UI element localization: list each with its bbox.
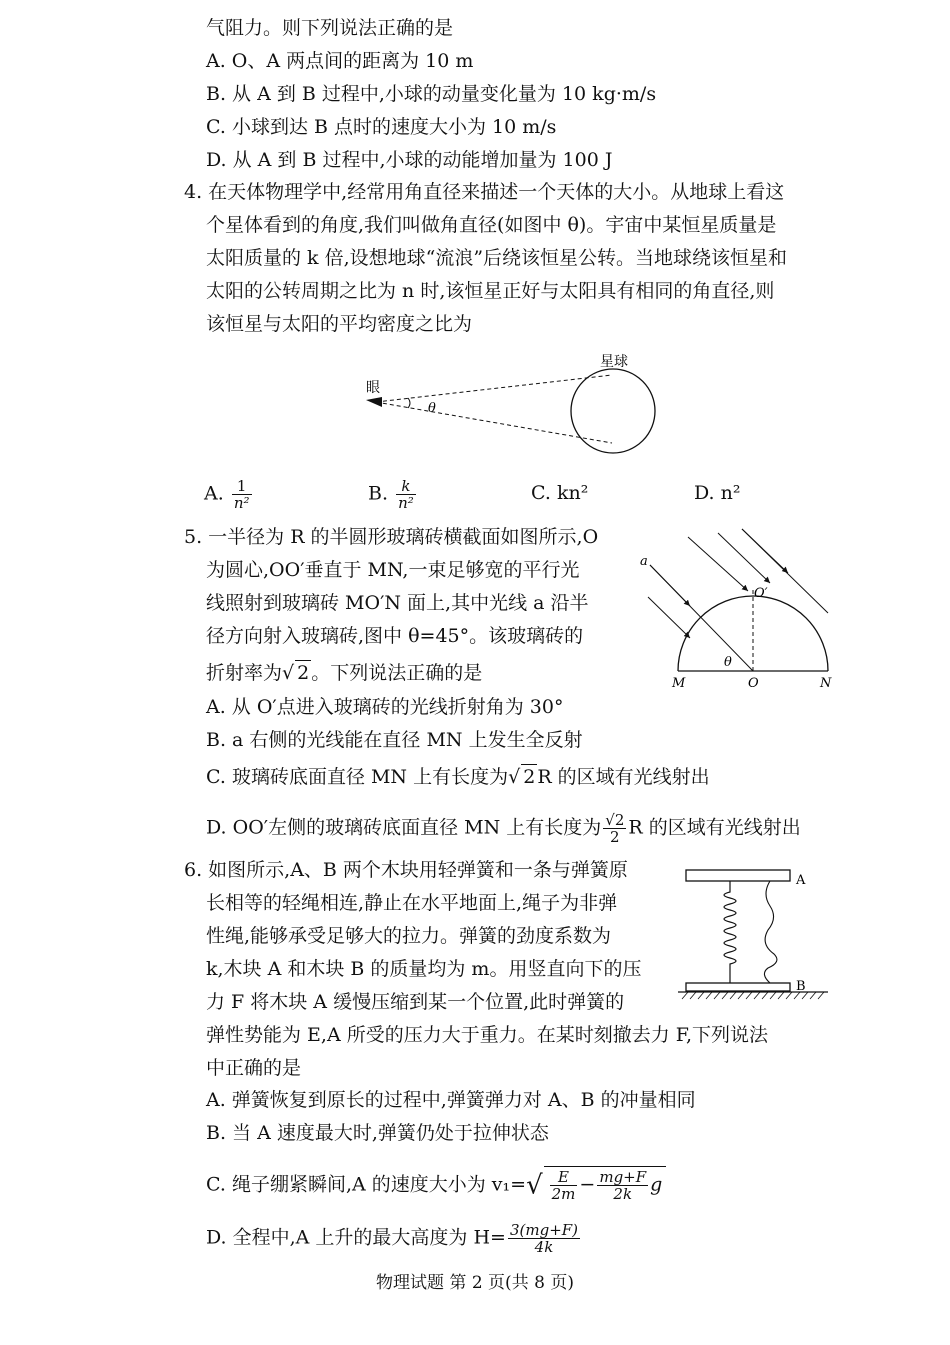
q6-fig-label-a: A [796,873,806,888]
q5-ray-3 [688,537,748,591]
q4-option-b [368,478,418,511]
q5-stem-line1: 5. 一半径为 R 的半圆形玻璃砖横截面如图所示,O [184,526,599,548]
q6-block-b [686,983,790,991]
q6-option-c-frac1 [550,1169,578,1202]
q6-stem-line4: k,木块 A 和木块 B 的质量均为 m。用竖直向下的压 [206,958,642,980]
q5-line5-text-b: 。下列说法正确的是 [311,662,483,684]
q5-fig-a: a [640,554,648,569]
q6-stem-line3: 性绳,能够承受足够大的拉力。弹簧的劲度系数为 [206,925,612,947]
q6-stem-line7: 中正确的是 [206,1057,302,1079]
q6-option-b: B. 当 A 速度最大时,弹簧仍处于拉伸状态 [206,1122,549,1144]
q5-ray-left [648,597,690,638]
q4-stem-line5: 该恒星与太阳的平均密度之比为 [206,313,473,335]
q6-option-c-text: C. 绳子绷紧瞬间,A 的速度大小为 v₁= [206,1173,527,1196]
q5-stem-line5: 折射率为√ 2 。下列说法正确的是 [206,662,483,684]
q5-stem-line2: 为圆心,OO′垂直于 MN,一束足够宽的平行光 [206,559,580,581]
q4-stem-line1: 4. 在天体物理学中,经常用角直径来描述一个天体的大小。从地球上看这 [184,181,785,203]
q4-option-a [204,478,254,511]
q5-ray-4 [718,533,770,583]
q5-option-d-den: 2 [610,828,620,846]
q6-block-a [686,870,790,881]
q3-option-d: D. 从 A 到 B 过程中,小球的动能增加量为 100 J [206,149,613,171]
q5-fig-N: N [820,676,832,690]
q5-option-c-sqrt: 2 [523,766,536,788]
q5-semicircle-figure [630,525,840,690]
q5-fig-O1: O′ [754,586,768,601]
q4-sightline-top [376,375,612,402]
q5-ray-5-arrow [742,529,788,573]
q4-angle-arc [408,398,410,408]
q6-option-c-den1: 2m [551,1185,576,1203]
q4-option-a-den: n² [233,494,250,512]
q6-option-d-fraction [508,1222,580,1255]
q4-option-b-num: k [396,478,416,495]
q5-ray-a-arrow [650,565,690,606]
q5-stem-line3: 线照射到玻璃砖 MO′N 面上,其中光线 a 沿半 [206,592,589,614]
q6-option-d-den: 4k [534,1238,554,1256]
q5-option-d-text-b: R 的区域有光线射出 [628,816,801,839]
q6-option-c-g: g [650,1173,663,1196]
q5-line5-sqrt: 2 [297,662,310,684]
q5-option-d-text-a: D. OO′左侧的玻璃砖底面直径 MN 上有长度为 [206,816,602,839]
q4-star-circle [571,369,655,453]
q4-fig-star-label: 星球 [600,354,628,370]
q6-spring [724,881,736,983]
q5-option-a: A. 从 O′点进入玻璃砖的光线折射角为 30° [206,696,564,718]
q4-option-b-fraction [396,478,416,511]
q4-option-a-fraction [232,478,252,511]
q3-option-b: B. 从 A 到 B 过程中,小球的动量变化量为 10 kg·m/s [206,83,657,105]
page-footer: 物理试题 第 2 页(共 8 页) [376,1273,574,1293]
q5-option-b: B. a 右侧的光线能在直径 MN 上发生全反射 [206,729,583,751]
q4-option-b-den: n² [398,494,414,512]
q3-option-c: C. 小球到达 B 点时的速度大小为 10 m/s [206,116,557,138]
q6-option-c-den2: 2k [613,1185,633,1203]
q5-option-c-text-b: R 的区域有光线射出 [537,766,710,788]
q6-option-c-frac2 [597,1169,648,1202]
q4-option-a-label: A. [204,482,224,505]
q4-fig-eye-label: 眼 [366,380,380,396]
q6-fig-label-b: B [796,979,806,994]
q6-option-c-num2: mg+F [599,1168,647,1186]
q5-option-c: C. 玻璃砖底面直径 MN 上有长度为√ 2 R 的区域有光线射出 [206,766,710,788]
q6-option-d-num: 3(mg+F) [509,1221,579,1239]
q5-fig-M: M [672,676,686,690]
q6-option-c-minus: − [579,1173,596,1196]
q4-option-c: C. kn² [531,482,589,504]
q4-stem-line3: 太阳质量的 k 倍,设想地球“流浪”后绕该恒星公转。当地球绕该恒星和 [206,247,788,269]
q6-option-c-radicand [544,1166,667,1204]
q6-spring-figure [678,862,838,1002]
q5-line5-text-a: 折射率为 [206,662,283,684]
q6-option-c: C. 绳子绷紧瞬间,A 的速度大小为 v₁=√ $\frac{E}{2m}$ − $\frac{mg+F}{2k}$ g [206,1166,666,1204]
q4-fig-theta: θ [428,401,436,416]
q4-sightline-bottom [376,402,612,443]
q4-angular-diameter-figure [360,350,680,460]
q5-option-d-num: √2 [605,811,625,829]
q6-option-d [206,1222,582,1255]
q6-option-d-text: D. 全程中,A 上升的最大高度为 H= [206,1226,506,1249]
q6-option-c-num1: E [550,1169,578,1186]
q6-stem-line6: 弹性势能为 E,A 所受的压力大于重力。在某时刻撤去力 F,下列说法 [206,1024,769,1046]
q4-stem-line2: 个星体看到的角度,我们叫做角直径(如图中 θ)。宇宙中某恒星质量是 [206,214,777,236]
q4-stem-line4: 太阳的公转周期之比为 n 时,该恒星正好与太阳具有相同的角直径,则 [206,280,775,302]
q5-stem-line4: 径方向射入玻璃砖,图中 θ=45°。该玻璃砖的 [206,625,584,647]
q4-option-d: D. n² [694,482,741,504]
q3-option-a: A. O、A 两点间的距离为 10 m [206,50,474,72]
q5-fig-theta: θ [724,655,732,670]
q6-rope [764,881,776,983]
q6-stem-line5: 力 F 将木块 A 缓慢压缩到某一个位置,此时弹簧的 [206,991,625,1013]
q3-stem-cont: 气阻力。则下列说法正确的是 [206,17,454,39]
q4-option-a-num: 1 [232,478,252,495]
q5-option-d [206,812,801,845]
q6-stem-line2: 长相等的轻绳相连,静止在水平地面上,绳子为非弹 [206,892,618,914]
q5-option-d-fraction [603,812,626,845]
q4-option-b-label: B. [368,482,389,505]
q6-stem-line1: 6. 如图所示,A、B 两个木块用轻弹簧和一条与弹簧原 [184,859,628,881]
q5-option-c-text-a: C. 玻璃砖底面直径 MN 上有长度为 [206,766,509,788]
q5-fig-O: O [748,676,759,690]
q6-option-a: A. 弹簧恢复到原长的过程中,弹簧弹力对 A、B 的冲量相同 [206,1089,696,1111]
